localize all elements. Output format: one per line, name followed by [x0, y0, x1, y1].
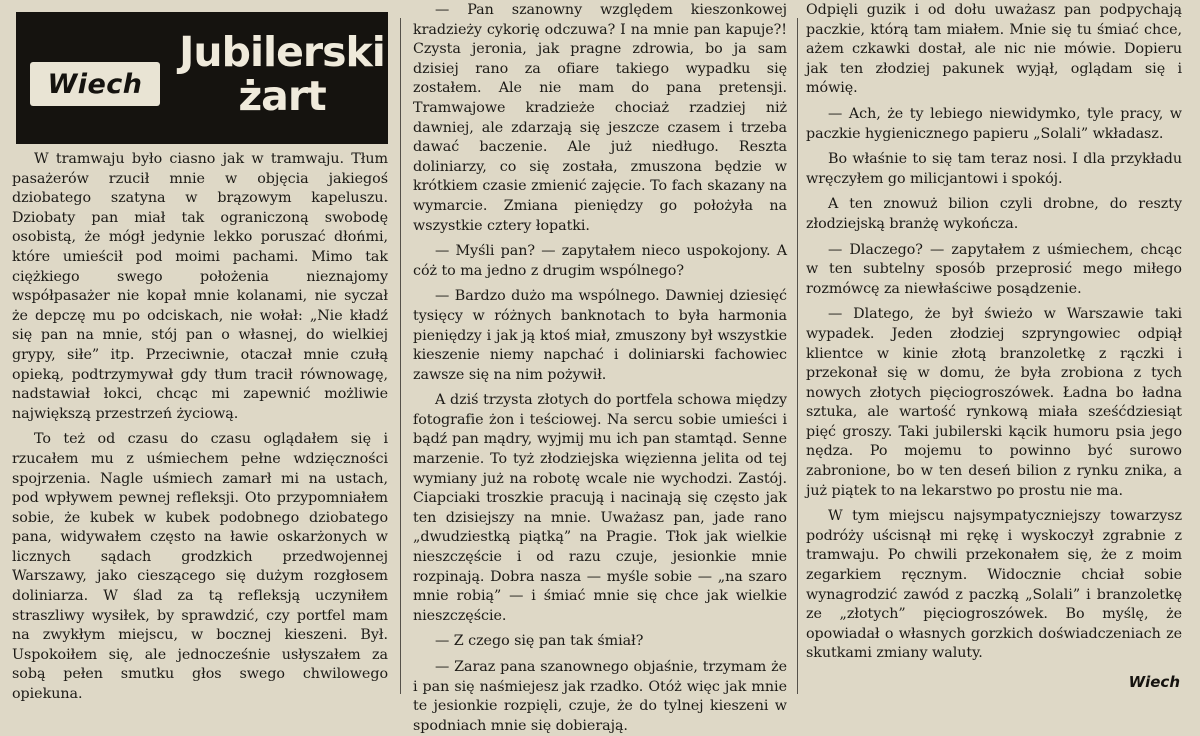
paragraph: Odpięli guzik i od dołu uważasz pan podpychają paczkie, którą tam miałem. Mnie się tu śmiać chce, ażem czkawki dostał, ale nic nie mówie. Dopieru jak ten złodziej pakunek wyjął, oglądam się i mówię. — [806, 2, 1182, 97]
column-1 — [12, 150, 388, 703]
author-signature: Wiech — [1128, 673, 1180, 691]
column-2 — [413, 1, 787, 734]
paragraph: — Pan szanowny względem kieszonkowej kradzieży cykorię odczuwa? I na mnie pan kapuje?! Czysta jeronia, jak pragne zdrowia, bo ja sam dzisiej rano za ofiare takiego wypadku się zostałem. Ale nie mam do pana pretensji. Tramwajowe kradzieże chociaż rzadziej niż dawniej, ale zdarzają się jeszcze czasem i trzeba dawać baczenie. Ale już niedługo. Reszta doliniarzy, co się została, zmuszona będzie w krótkiem czasie zmienić zajęcie. To fach skazany na wymarcie. Zmiana pieniędzy go położyła na wszystkie cztery łopatki. — [413, 2, 787, 234]
author-badge — [30, 62, 160, 106]
headline-box — [16, 12, 388, 144]
paragraph: — Zaraz pana szanownego objaśnie, trzymam że i pan się naśmiejesz jak rzadko. Otóż więc jak mnie te jesionkie rozpięli, czuje, że do tylnej kieszeni w spodniach mnie się dobierają. — [413, 659, 787, 734]
article-title — [176, 30, 388, 118]
title-line-1: Jubilerski — [179, 28, 385, 76]
paragraph: W tramwaju było ciasno jak w tramwaju. Tłum pasażerów rzucił mnie w objęcia jakiegoś dziobatego szatyna w brązowym kapeluszu. Dziobaty pan miał tak ograniczoną swobodę osobistą, że mógł jedynie lekko poruszać dłońmi, które umieścił pod moimi pachami. Mimo tak ciężkiego swego położenia nieznajomy współpasażer nie kopał mnie kolanami, nie syczał że depczę mu po odciskach, nie wołał: „Nie kładź się pan na mnie, stój pan o własnej, do wielkiej grypy, siłe” itp. Przeciwnie, otaczał mnie czułą opieką, podtrzymywał gdy tłum tracił równowagę, nadstawiał łokci, chcąc mi zapewnić możliwie największą przestrzeń życiową. — [12, 151, 388, 422]
paragraph: Bo właśnie to się tam teraz nosi. I dla przykładu wręczyłem go milicjantowi i spokój. — [806, 151, 1182, 187]
paragraph: — Bardzo dużo ma wspólnego. Dawniej dziesięć tysięcy w różnych banknotach to była harmonia pieniędzy i jak ją ktoś miał, zmuszony był wszystkie kieszenie niemy napchać i doliniarski fachowiec zawsze się na nim pożywił. — [413, 288, 787, 383]
paragraph: — Z czego się pan tak śmiał? — [435, 633, 644, 650]
author-name: Wiech — [47, 68, 143, 100]
column-3 — [806, 1, 1182, 695]
paragraph: — Ach, że ty lebiego niewidymko, tyle pracy, w paczkie hygienicznego papieru „Solali” wkładasz. — [806, 105, 1182, 142]
column-divider — [797, 18, 798, 694]
title-line-2: żart — [238, 72, 326, 120]
paragraph: A ten znowuż bilion czyli drobne, do reszty złodziejską branżę wykończa. — [806, 196, 1182, 232]
paragraph: W tym miejscu najsympatyczniejszy towarzysz podróży uścisnął mi rękę i wyskoczył zgrabnie z tramwaju. Po chwili przekonałem się, że z moim zegarkiem ręcznym. Widocznie chciał sobie wynagrodzić zawód z paczką „Solali” i branzoletkę ze „złotych” pięciogroszówek. Bo myślę, że opowiadał o własnych gorzkich doświadczeniach ze skutkami zmiany waluty. — [806, 508, 1182, 662]
paragraph: — Dlatego, że był świeżo w Warszawie taki wypadek. Jeden złodziej szpryngowiec odpiął klientce w kinie złotą branzoletkę z rączki i przekonał się w domu, że była zrobiona z tych nowych złotych pięciogroszówek. Ładna bo ładna sztuka, ale wartość rynkową miała sześćdziesiąt pięć groszy. Taki jubilerski kącik humoru psia jego nędza. Po mojemu to powinno być surowo zabronione, bo w ten deseń bilion z rynku znika, a już piątek to na lekarstwo po prostu nie ma. — [806, 306, 1182, 499]
paragraph: — Myśli pan? — zapytałem nieco uspokojony. A cóż to ma jedno z drugim wspólnego? — [413, 243, 787, 279]
paragraph: A dziś trzysta złotych do portfela schowa między fotografie żon i teściowej. Na sercu sobie umieści i bądź pan mądry, wyjmij mu ich pan stamtąd. Senne marzenie. To tyż złodziejska więzienna jelita od tej wymiany już na robotę wcale nie wychodzi. Zastój. Ciapciaki troszkie pracują i nacinają się często jak ten dzisiejszy na mnie. Uważasz pan, jade rano „dwudziestką piątką” na Pragie. Tłok jak wielkie nieszczęście i od razu czuje, jesionkie mnie rozpinają. Dobra nasza — myśle sobie — „na szaro mnie robią” — i śmiać mnie się chce jak wielkie nieszczęście. — [413, 392, 787, 624]
paragraph: To też od czasu do czasu oglądałem się i rzucałem mu z uśmiechem pełne wdzięczności spojrzenia. Nagle uśmiech zamarł mi na ustach, pod wpływem pewnej refleksji. Oto przypomniałem sobie, że kubek w kubek podobnego dziobatego pana, widywałem często na ławie oskarżonych w licznych sądach grodzkich przedwojennej Warszawy, jako cieszącego się dużym rozgłosem doliniarza. W ślad za tą refleksją uczyniłem straszliwy wysiłek, by sprawdzić, czy portfel mam na zwykłym miejscu, w bocznej kieszeni. Był. Uspokoiłem się, ale jednocześnie usłyszałem za sobą pełen smutku głos swego chwilowego opiekuna. — [12, 431, 388, 703]
column-divider — [400, 18, 401, 694]
paragraph: — Dlaczego? — zapytałem z uśmiechem, chcąc w ten subtelny sposób przeprosić mego miłego rozmówcę za niewłaściwe posądzenie. — [806, 241, 1182, 297]
